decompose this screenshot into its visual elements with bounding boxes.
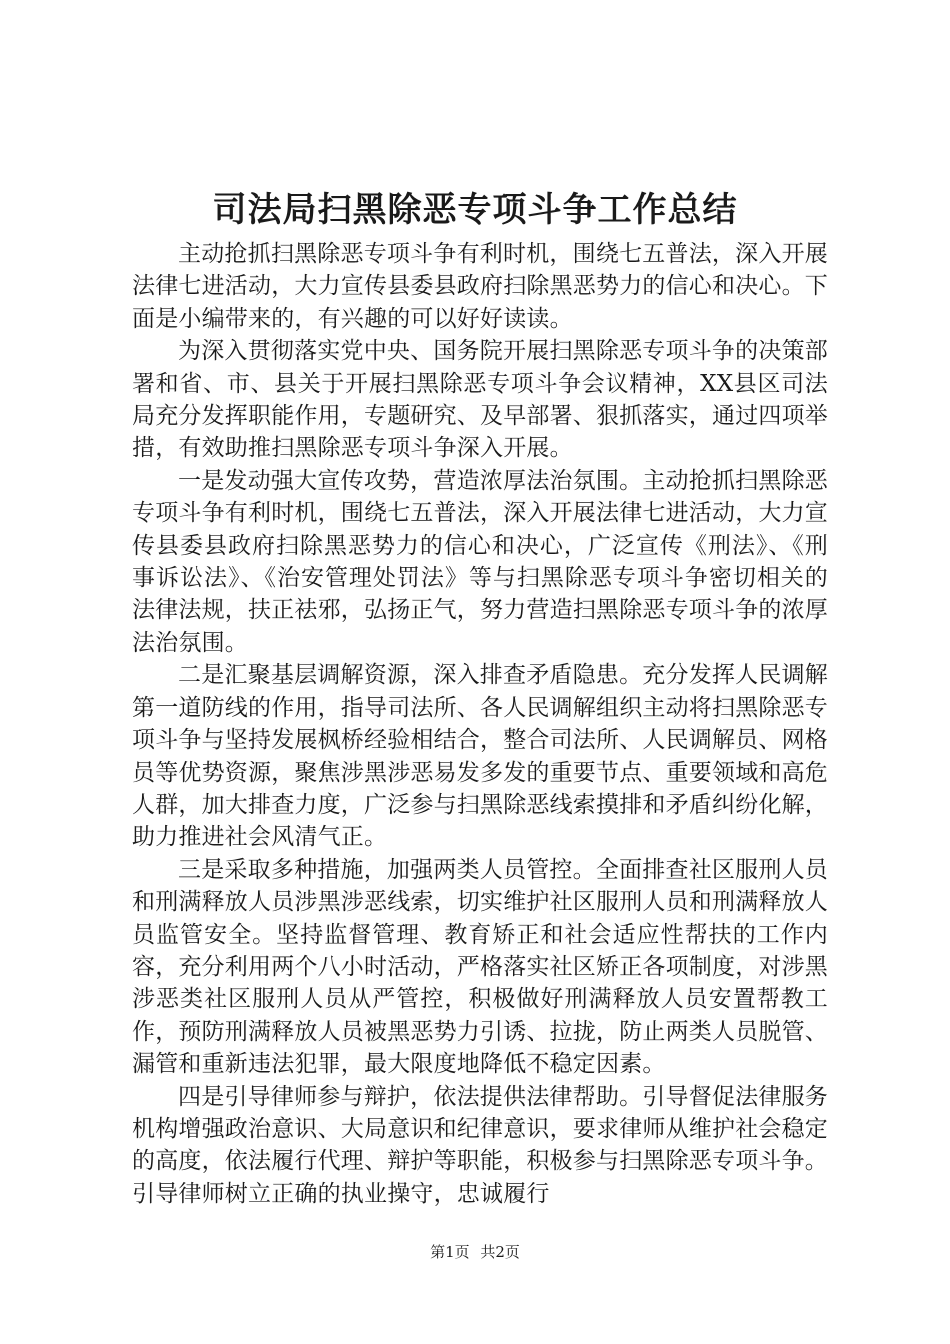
page-total: 共2页 [480,1243,520,1261]
paragraph-intro: 主动抢抓扫黑除恶专项斗争有利时机，围绕七五普法，深入开展法律七进活动，大力宣传县委县政府扫除黑恶势力的信心和决心。下面是小编带来的，有兴趣的可以好好读读。 [132,241,828,332]
document-title: 司法局扫黑除恶专项斗争工作总结 [212,190,738,230]
paragraph-measure-2: 二是汇聚基层调解资源，深入排查矛盾隐患。充分发挥人民调解第一道防线的作用，指导司法所、各人民调解组织主动将扫黑除恶专项斗争与坚持发展枫桥经验相结合，整合司法所、人民调解员、网格员等优势资源，聚焦涉黑涉恶易发多发的重要节点、重要领域和高危人群，加大排查力度，广泛参与扫黑除恶线索摸排和矛盾纠纷化解，助力推进社会风清气正。 [132,662,828,851]
page-number: 第1页 [430,1243,470,1261]
paragraph-measure-4: 四是引导律师参与辩护，依法提供法律帮助。引导督促法律服务机构增强政治意识、大局意识和纪律意识，要求律师从维护社会稳定的高度，依法履行代理、辩护等职能，积极参与扫黑除恶专项斗争。引导律师树立正确的执业操守，忠诚履行 [132,1083,828,1207]
page-footer [0,1241,950,1263]
paragraph-measure-1: 一是发动强大宣传攻势，营造浓厚法治氛围。主动抢抓扫黑除恶专项斗争有利时机，围绕七五普法，深入开展法律七进活动，大力宣传县委县政府扫除黑恶势力的信心和决心，广泛宣传《刑法》、《刑事诉讼法》、《治安管理处罚法》等与扫黑除恶专项斗争密切相关的法律法规，扶正祛邪，弘扬正气，努力营造扫黑除恶专项斗争的浓厚法治氛围。 [132,467,828,656]
paragraph-overview: 为深入贯彻落实党中央、国务院开展扫黑除恶专项斗争的决策部署和省、市、县关于开展扫黑除恶专项斗争会议精神，XX县区司法局充分发挥职能作用，专题研究、及早部署、狠抓落实，通过四项举措，有效助推扫黑除恶专项斗争深入开展。 [132,338,828,462]
paragraph-measure-3: 三是采取多种措施，加强两类人员管控。全面排查社区服刑人员和刑满释放人员涉黑涉恶线索，切实维护社区服刑人员和刑满释放人员监管安全。坚持监督管理、教育矫正和社会适应性帮扶的工作内容，充分利用两个八小时活动，严格落实社区矫正各项制度，对涉黑涉恶类社区服刑人员从严管控，积极做好刑满释放人员安置帮教工作，预防刑满释放人员被黑恶势力引诱、拉拢，防止两类人员脱管、漏管和重新违法犯罪，最大限度地降低不稳定因素。 [132,856,828,1078]
document-body [132,238,828,1210]
